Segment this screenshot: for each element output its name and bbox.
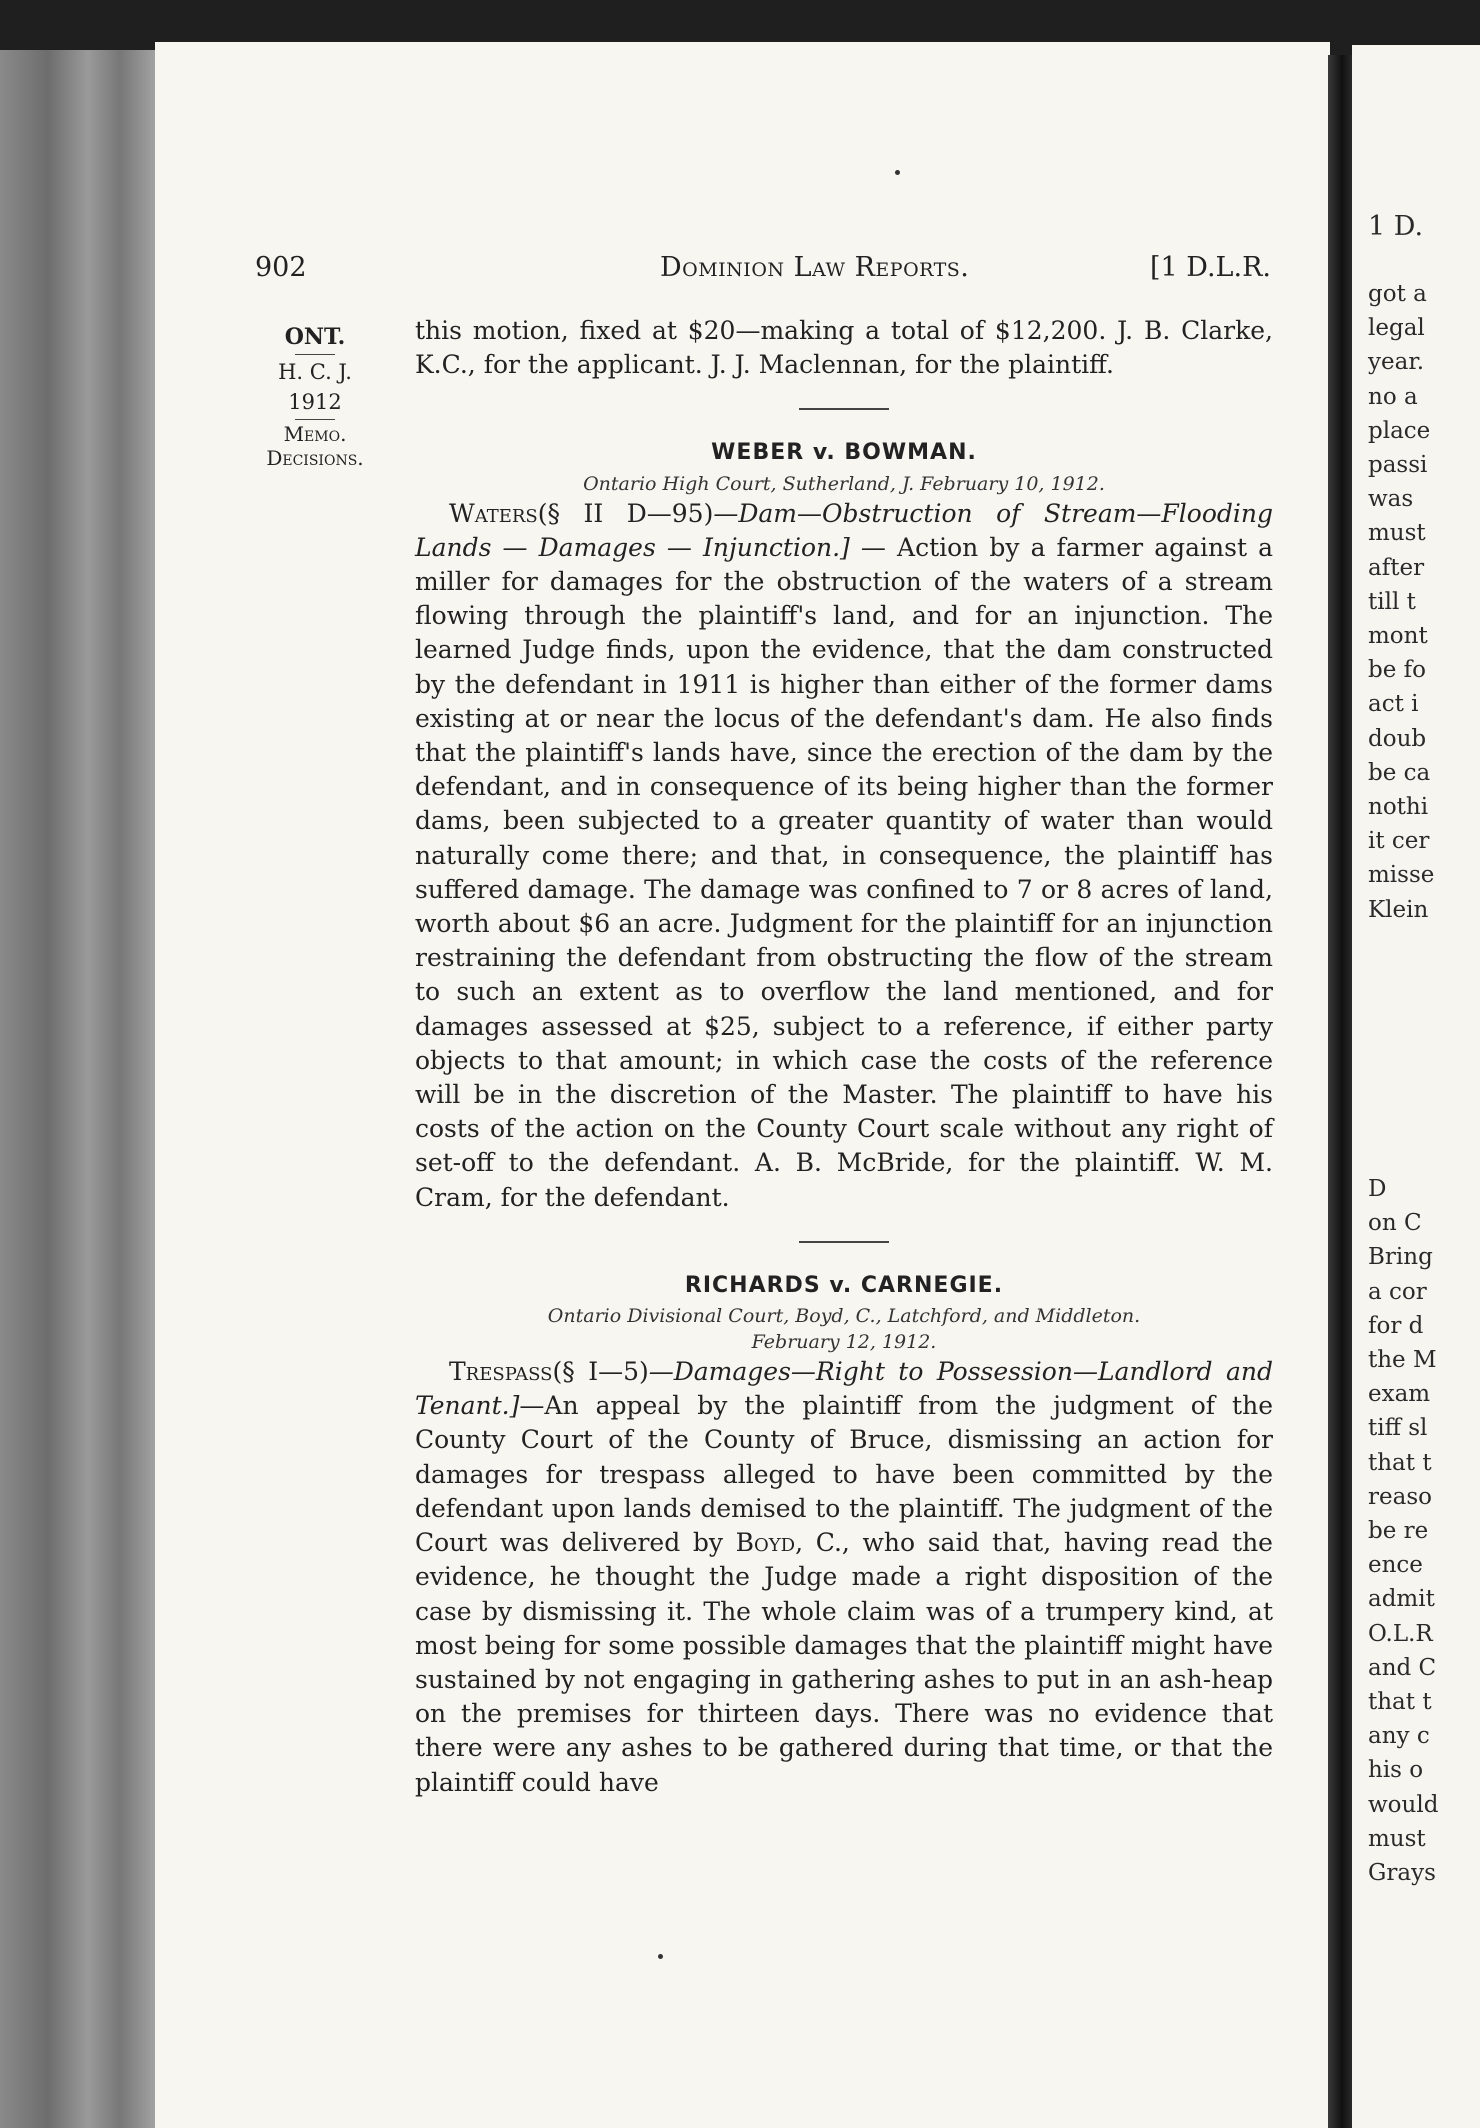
journal-title: Dominion Law Reports. (660, 252, 970, 283)
section-divider (799, 1241, 889, 1243)
headnote-catchwords: —Damages—Right to Possession—Landlord and Tenant.] (415, 1357, 1273, 1421)
facing-page-line: it cer (1368, 828, 1430, 855)
facing-page-line: for d (1368, 1312, 1424, 1339)
facing-page-line: must (1368, 1825, 1426, 1852)
page-number: 902 (255, 252, 307, 283)
case-title: RICHARDS v. CARNEGIE. (684, 1272, 1004, 1298)
running-head (155, 252, 1330, 292)
headnote-topic: Waters (449, 498, 538, 528)
court-line-date: February 12, 1912. (751, 1331, 937, 1354)
page-body (415, 314, 1273, 1800)
case-weber-v-bowman (415, 436, 1273, 1214)
facing-page-line: a cor (1368, 1278, 1427, 1305)
margin-section-line2: Decisions. (266, 446, 364, 470)
facing-page-line: misse (1368, 862, 1435, 889)
facing-page-line: act i (1368, 691, 1419, 718)
facing-page-line: be fo (1368, 657, 1427, 684)
facing-page-line: his o (1368, 1757, 1424, 1784)
facing-page-line: ence (1368, 1552, 1423, 1579)
facing-page-line: year. (1368, 349, 1425, 376)
headnote-section: (§ II D—95) (537, 498, 714, 528)
facing-page-line: be re (1368, 1518, 1429, 1544)
facing-page-line: would (1368, 1791, 1439, 1818)
facing-page-line: doub (1368, 725, 1427, 752)
facing-page-line: and C (1368, 1654, 1437, 1681)
facing-page-line: that t (1368, 1449, 1432, 1476)
speck (895, 170, 900, 175)
margin-division: H. C. J. (278, 360, 352, 384)
facing-page-line: D (1368, 1176, 1387, 1202)
facing-page-line: reaso (1368, 1483, 1432, 1510)
case-headnote (415, 1355, 1273, 1800)
facing-page-line: O.L.R (1368, 1620, 1433, 1647)
speck (658, 1954, 663, 1959)
facing-page-line: exam (1368, 1381, 1431, 1408)
margin-section-line1: Memo. (283, 422, 347, 446)
court-line: Ontario Divisional Court, Boyd, C., Latchford, and Middleton. (547, 1305, 1141, 1328)
facing-page-line: passi (1368, 452, 1428, 478)
headnote-body-part2: , C., who said that, having read the evidence, he thought the Judge made a right disposition of the case by dismissing it. The whole claim was of a trumpery kind, at most being for some possible damages that the plaintiff might have sustained by not engaging in gathering ashes to put in an ash-heap on the premises for thirteen days. There was no evidence that there were any ashes to be gathered during that time, or that the plaintiff could have (415, 1528, 1273, 1797)
facing-page-line: mont (1368, 623, 1428, 649)
court-line: Ontario High Court, Sutherland, J. February 10, 1912. (583, 472, 1105, 495)
facing-page-line: till t (1368, 588, 1416, 615)
headnote-topic: Trespass (449, 1357, 553, 1387)
facing-page-line: Grays (1368, 1860, 1436, 1886)
volume-reference: [1 D.L.R. (1150, 252, 1271, 283)
case-headnote (415, 497, 1273, 1215)
judge-name: Boyd (735, 1528, 796, 1558)
facing-page-line: no a (1368, 383, 1418, 410)
margin-rule (295, 419, 335, 420)
facing-page (1352, 45, 1480, 2128)
facing-page-line: after (1368, 554, 1425, 581)
facing-page-line: admit (1368, 1586, 1435, 1613)
case-title: WEBER v. BOWMAN. (711, 440, 977, 466)
facing-page-line: legal (1368, 315, 1425, 342)
facing-page-line: nothi (1368, 794, 1429, 820)
facing-page-line: on C (1368, 1210, 1422, 1237)
facing-page-header: 1 D. (1368, 211, 1424, 242)
facing-page-line: be ca (1368, 759, 1431, 786)
margin-year: 1912 (288, 390, 342, 414)
margin-court: ONT. (284, 324, 346, 350)
headnote-body-part1: —An appeal by the plaintiff from the judgment of the County Court of the County of Bruce, dismissing an action for damages for trespass alleged to have been committed by the defendant upon lands demised to the plaintiff. The judgment of the Court was delivered by (415, 1391, 1273, 1558)
facing-page-line: got a (1368, 281, 1427, 307)
headnote-catchwords: —Dam—Obstruction of Stream—Flooding Lands — Damages — Injunction.] (415, 498, 1273, 562)
facing-page-line: was (1368, 486, 1414, 513)
facing-page-line: must (1368, 520, 1426, 547)
headnote-body: — Action by a farmer against a miller for damages for the obstruction of the waters of a stream flowing through the plaintiff's land, and for an injunction. The learned Judge finds, upon the evidence, that the dam constructed by the defendant in 1911 is higher than either of the former dams existing at or near the locus of the defendant's dam. He also finds that the plaintiff's lands have, since the erection of the dam by the defendant, and in consequence of its being higher than the former dams, been subjected to a greater quantity of water than would naturally come there; and that, in consequence, the plaintiff has suffered damage. The damage was confined to 7 or 8 acres of land, worth about $6 an acre. Judgment for the plaintiff for an injunction restraining the defendant from obstructing the flow of the stream to such an extent as to overflow the land mentioned, and for damages assessed at $25, subject to a reference, if either party objects to that amount; in which case the costs of the reference will be in the discretion of the Master. The plaintiff to have his costs of the action on the County Court scale without any right of set-off to the defendant. A. B. McBride, for the plaintiff. W. M. Cram, for the defendant. (415, 532, 1273, 1212)
continuation-paragraph: this motion, fixed at $20—making a total of $12,200. J. B. Clarke, K.C., for the applicant. J. J. Maclennan, for the plaintiff. (415, 316, 1273, 380)
facing-page-line: place (1368, 417, 1431, 444)
margin-note (245, 322, 385, 470)
facing-page-line: the M (1368, 1347, 1437, 1373)
book-page-edges (0, 50, 160, 2128)
margin-rule (295, 354, 335, 355)
facing-page-line: Bring (1368, 1244, 1433, 1271)
main-page (155, 42, 1330, 2128)
facing-page-line: any c (1368, 1723, 1430, 1750)
case-richards-v-carnegie (415, 1269, 1273, 1800)
headnote-section: (§ I—5) (552, 1357, 649, 1387)
section-divider (799, 408, 889, 410)
facing-page-line: tiff sl (1368, 1415, 1428, 1442)
facing-page-line: that t (1368, 1689, 1432, 1715)
facing-page-line: Klein (1368, 896, 1429, 923)
